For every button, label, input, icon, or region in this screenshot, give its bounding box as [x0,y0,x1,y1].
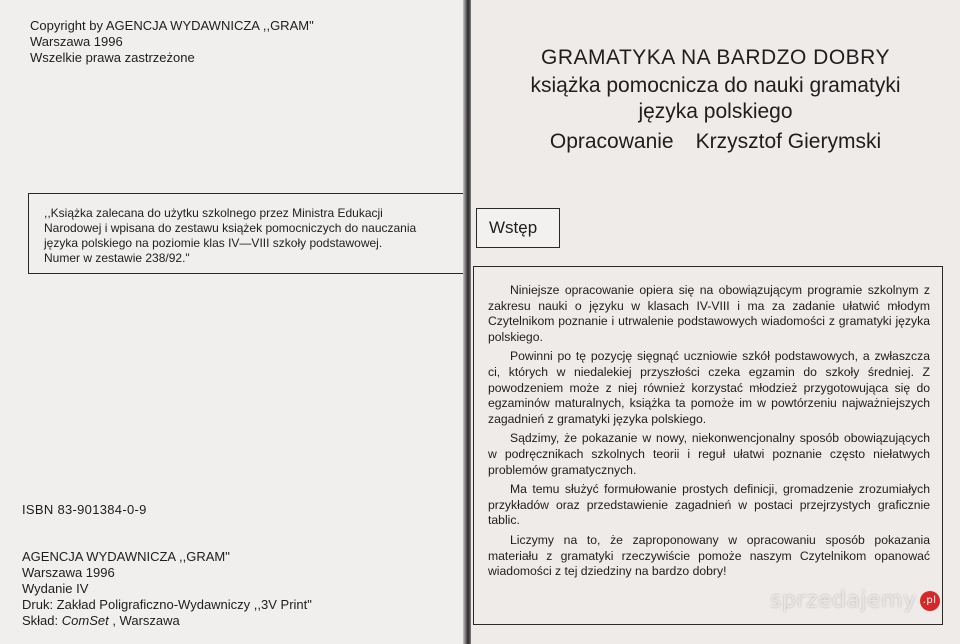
copyright-line: Copyright by AGENCJA WYDAWNICZA ,,GRAM" [30,18,314,33]
imprint-edition: Wydanie IV [22,581,89,596]
author-label: Opracowanie [549,130,674,153]
intro-paragraph: Liczymy na to, że zaproponowany w opracowaniu sposób pokazania materiału z gramatyki rzeczywiście pomoże naszym Czytelnikom opanować wiadomości z tej dziedziny na bardzo dobry! [488,532,930,579]
typesetting-label: Skład: [22,613,62,628]
intro-paragraph: Powinni po tę pozycję sięgnąć uczniowie szkół podstawowych, a zwłaszcza ci, których w niedalekiej przyszłości czeka egzamin do szkoły średniej. Z powodzeniem może z niej również korzystać młodzież przygotowująca się do egzaminów maturalnych, książka ta pomoże im w powtórzeniu najważniejszych zagadnień z gramatyki języka polskiego. [488,349,930,426]
intro-paragraph: Ma temu służyć formułowanie prostych definicji, gromadzenie zrozumiałych przykładów oraz przedstawienie zagadnień w postaci przejrzystych graficznie tablic. [488,482,930,528]
author-name: Krzysztof Gierymski [695,130,882,153]
copyright-city-year: Warszawa 1996 [30,34,123,49]
copyright-block [30,18,314,66]
recommendation-line: Numer w zestawie 238/92." [44,251,190,265]
recommendation-line: ,,Książka zalecana do użytku szkolnego przez Ministra Edukacji [44,206,383,220]
recommendation-box [28,193,466,274]
book-subtitle-2: języka polskiego [638,100,793,123]
typesetting-city: , Warszawa [108,613,180,628]
left-page [0,0,466,644]
recommendation-line: języka polskiego na poziomie klas IV—VIII szkoły podstawowej. [44,236,383,250]
book-title: GRAMATYKA NA BARDZO DOBRY [541,46,890,69]
intro-box [473,266,943,625]
imprint-print: Druk: Zakład Poligraficzno-Wydawniczy ,,3V Print" [22,597,312,612]
intro-paragraph: Sądzimy, że pokazanie w nowy, niekonwencjonalny sposób obowiązujących w podręcznikach szkolnych teorii i reguł ułatwi poznanie często niełatwych problemów gramatycznych. [488,431,930,477]
book-subtitle: książka pomocnicza do nauki gramatyki [530,74,901,97]
imprint-typesetting [22,613,312,629]
watermark-text: sprzedajemy [770,588,917,613]
isbn: ISBN 83-901384-0-9 [22,502,147,517]
recommendation-line: Narodowej i wpisana do zestawu książek pomocniczych do nauczania [44,221,417,235]
intro-paragraph: Niniejsze opracowanie opiera się na obowiązującym programie szkolnym z zakresu nauki o języku w klasach IV-VIII i ma za zadanie ułatwić młodym Czytelnikom poznanie i utrwalenie podstawowych wiadomości z gramatyki języka polskiego. [488,283,930,344]
book-author [471,130,960,154]
section-label: Wstęp [476,208,560,248]
imprint-publisher: AGENCJA WYDAWNICZA ,,GRAM" [22,549,230,564]
watermark-badge: .pl [920,591,940,611]
imprint-city-year: Warszawa 1996 [22,565,115,580]
imprint-block [22,549,312,629]
watermark [770,588,940,613]
copyright-rights: Wszelkie prawa zastrzeżone [30,50,195,65]
typesetting-name: ComSet [61,613,109,628]
right-page [471,0,960,644]
